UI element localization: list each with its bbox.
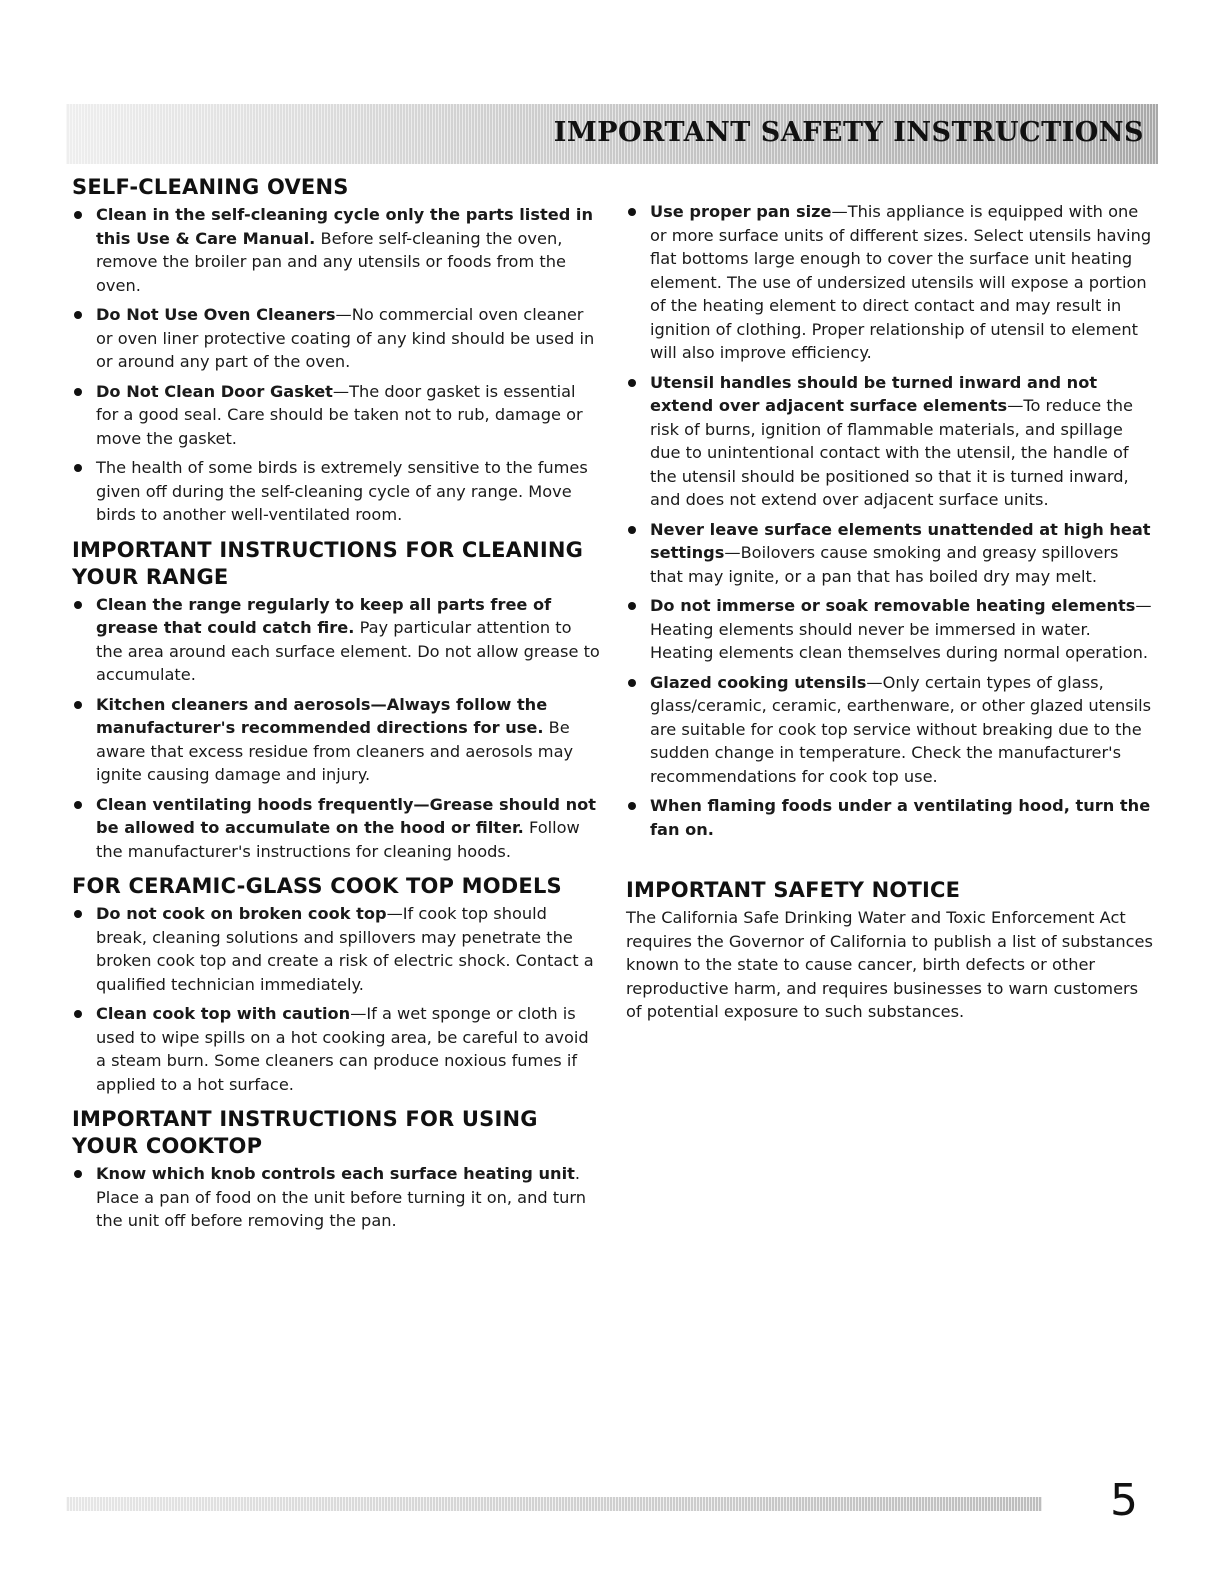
list-item	[72, 593, 600, 687]
item-lead: Do Not Use Oven Cleaners	[96, 305, 336, 324]
bullet-icon	[628, 679, 636, 687]
section-heading-self-cleaning: SELF-CLEANING OVENS	[72, 175, 349, 199]
list-item	[72, 793, 600, 864]
list-item	[626, 518, 1156, 589]
using-cooktop-list	[72, 1162, 600, 1233]
section-heading-cleaning-range: IMPORTANT INSTRUCTIONS FOR CLEANING YOUR RANGE	[72, 537, 584, 589]
item-lead: Do Not Clean Door Gasket	[96, 381, 333, 401]
right-column	[626, 200, 1156, 1024]
bullet-icon	[74, 910, 82, 918]
item-text: Be aware that excess residue from cleaners and aerosols may ignite causing damage and injury.	[96, 718, 574, 784]
item-text: Pay particular attention to the area around each surface element. Do not allow grease to accumulate.	[96, 618, 600, 684]
list-item	[626, 371, 1156, 512]
page-title: IMPORTANT SAFETY INSTRUCTIONS	[553, 117, 1144, 148]
list-item	[626, 671, 1156, 789]
item-text: Follow the manufacturer's instructions for cleaning hoods.	[96, 818, 580, 861]
item-lead: Clean cook top with caution	[96, 1004, 351, 1023]
bullet-icon	[74, 388, 82, 396]
bullet-icon	[74, 1010, 82, 1018]
item-text: —If a wet sponge or cloth is used to wipe spills on a hot cooking area, be careful to avoid a steam burn. Some cleaners can produce noxious fumes if applied to a hot surface.	[96, 1004, 589, 1094]
list-item	[72, 902, 600, 996]
bullet-icon	[628, 602, 636, 610]
item-lead: Clean ventilating hoods frequently—Grease should not be allowed to accumulate on the hood or filter.	[96, 794, 596, 837]
bullet-icon	[74, 701, 82, 709]
bullet-icon	[74, 464, 82, 472]
left-column	[72, 174, 600, 1239]
list-item	[626, 794, 1156, 841]
list-item	[626, 594, 1156, 665]
item-lead: Clean in the self-cleaning cycle only the parts listed in this Use & Care Manual.	[96, 205, 593, 248]
page-number: 5	[1110, 1475, 1138, 1526]
bullet-icon	[74, 311, 82, 319]
section-heading-ceramic-glass: FOR CERAMIC-GLASS COOK TOP MODELS	[72, 874, 562, 898]
item-text: . Place a pan of food on the unit before turning it on, and turn the unit off before removing the pan.	[96, 1164, 586, 1230]
bullet-icon	[74, 801, 82, 809]
item-lead: When flaming foods under a ventilating hood, turn the fan on.	[650, 796, 1151, 839]
item-text: —Only certain types of glass, glass/ceramic, ceramic, earthenware, or other glazed utensils are suitable for cook top service without breaking due to the sudden change in temperature. Check the manufacturer's recommendations for cook top use.	[650, 672, 1152, 786]
bullet-icon	[74, 1170, 82, 1178]
item-text: —To reduce the risk of burns, ignition of flammable materials, and spillage due to unintentional contact with the utensil, the handle of the utensil should be positioned so that it is turned inward, and does not extend over adjacent surface units.	[650, 396, 1133, 509]
footer-bar	[66, 1497, 1042, 1511]
list-item	[72, 1162, 600, 1233]
bullet-icon	[628, 526, 636, 534]
item-text: —No commercial oven cleaner or oven liner protective coating of any kind should be used in or around any part of the oven.	[96, 305, 595, 371]
item-lead: Clean the range regularly to keep all parts free of grease that could catch fire.	[96, 594, 552, 637]
item-text: The health of some birds is extremely sensitive to the fumes given off during the self-cleaning cycle of any range. Move birds to another well-ventilated room.	[96, 458, 588, 524]
list-item	[72, 303, 600, 374]
list-item	[72, 456, 600, 527]
item-lead: Know which knob controls each surface heating unit	[96, 1164, 575, 1183]
list-item	[72, 1002, 600, 1096]
item-lead: Do not cook on broken cook top	[96, 904, 387, 923]
item-text: —The door gasket is essential for a good seal. Care should be taken not to rub, damage or move the gasket.	[96, 381, 583, 448]
header-banner	[66, 104, 1158, 164]
bullet-icon	[628, 208, 636, 216]
list-item	[626, 200, 1156, 365]
item-lead: Do not immerse or soak removable heating elements	[650, 596, 1136, 615]
item-text: —Heating elements should never be immersed in water. Heating elements clean themselves during normal operation.	[650, 596, 1152, 662]
cooktop-safety-list	[626, 200, 1156, 841]
item-lead: Utensil handles should be turned inward and not extend over adjacent surface elements	[650, 372, 1098, 415]
cleaning-range-list	[72, 593, 600, 864]
item-text: —If cook top should break, cleaning solutions and spillovers may penetrate the broken cook top and create a risk of electric shock. Contact a qualified technician immediately.	[96, 904, 594, 994]
ceramic-glass-list	[72, 902, 600, 1096]
section-heading-using-cooktop: IMPORTANT INSTRUCTIONS FOR USING YOUR COOKTOP	[72, 1107, 538, 1158]
item-lead: Kitchen cleaners and aerosols—Always follow the manufacturer's recommended directions for use.	[96, 694, 548, 737]
bullet-icon	[628, 802, 636, 810]
item-lead: Never leave surface elements unattended at high heat settings	[650, 519, 1151, 562]
item-text: Before self-cleaning the oven, remove the broiler pan and any utensils or foods from the oven.	[96, 228, 566, 295]
bullet-icon	[74, 601, 82, 609]
list-item	[72, 380, 600, 451]
item-text: —This appliance is equipped with one or more surface units of different sizes. Select utensils having flat bottoms large enough to cover the surface unit heating element. The use of undersized utensils will expose a portion of the heating element to direct contact and may result in ignition of clothing. Proper relationship of utensil to element will also improve efficiency.	[650, 202, 1152, 362]
safety-notice-text: The California Safe Drinking Water and Toxic Enforcement Act requires the Governor of California to publish a list of substances known to the state to cause cancer, birth defects or other reproductive harm, and requires businesses to warn customers of potential exposure to such substances.	[626, 908, 1153, 1021]
section-heading-safety-notice: IMPORTANT SAFETY NOTICE	[626, 878, 961, 902]
self-cleaning-list	[72, 203, 600, 527]
list-item	[72, 203, 600, 297]
item-lead: Glazed cooking utensils	[650, 672, 867, 692]
item-text: —Boilovers cause smoking and greasy spillovers that may ignite, or a pan that has boiled dry may melt.	[650, 543, 1119, 586]
bullet-icon	[628, 379, 636, 387]
item-lead: Use proper pan size	[650, 202, 832, 221]
list-item	[72, 693, 600, 787]
bullet-icon	[74, 211, 82, 219]
